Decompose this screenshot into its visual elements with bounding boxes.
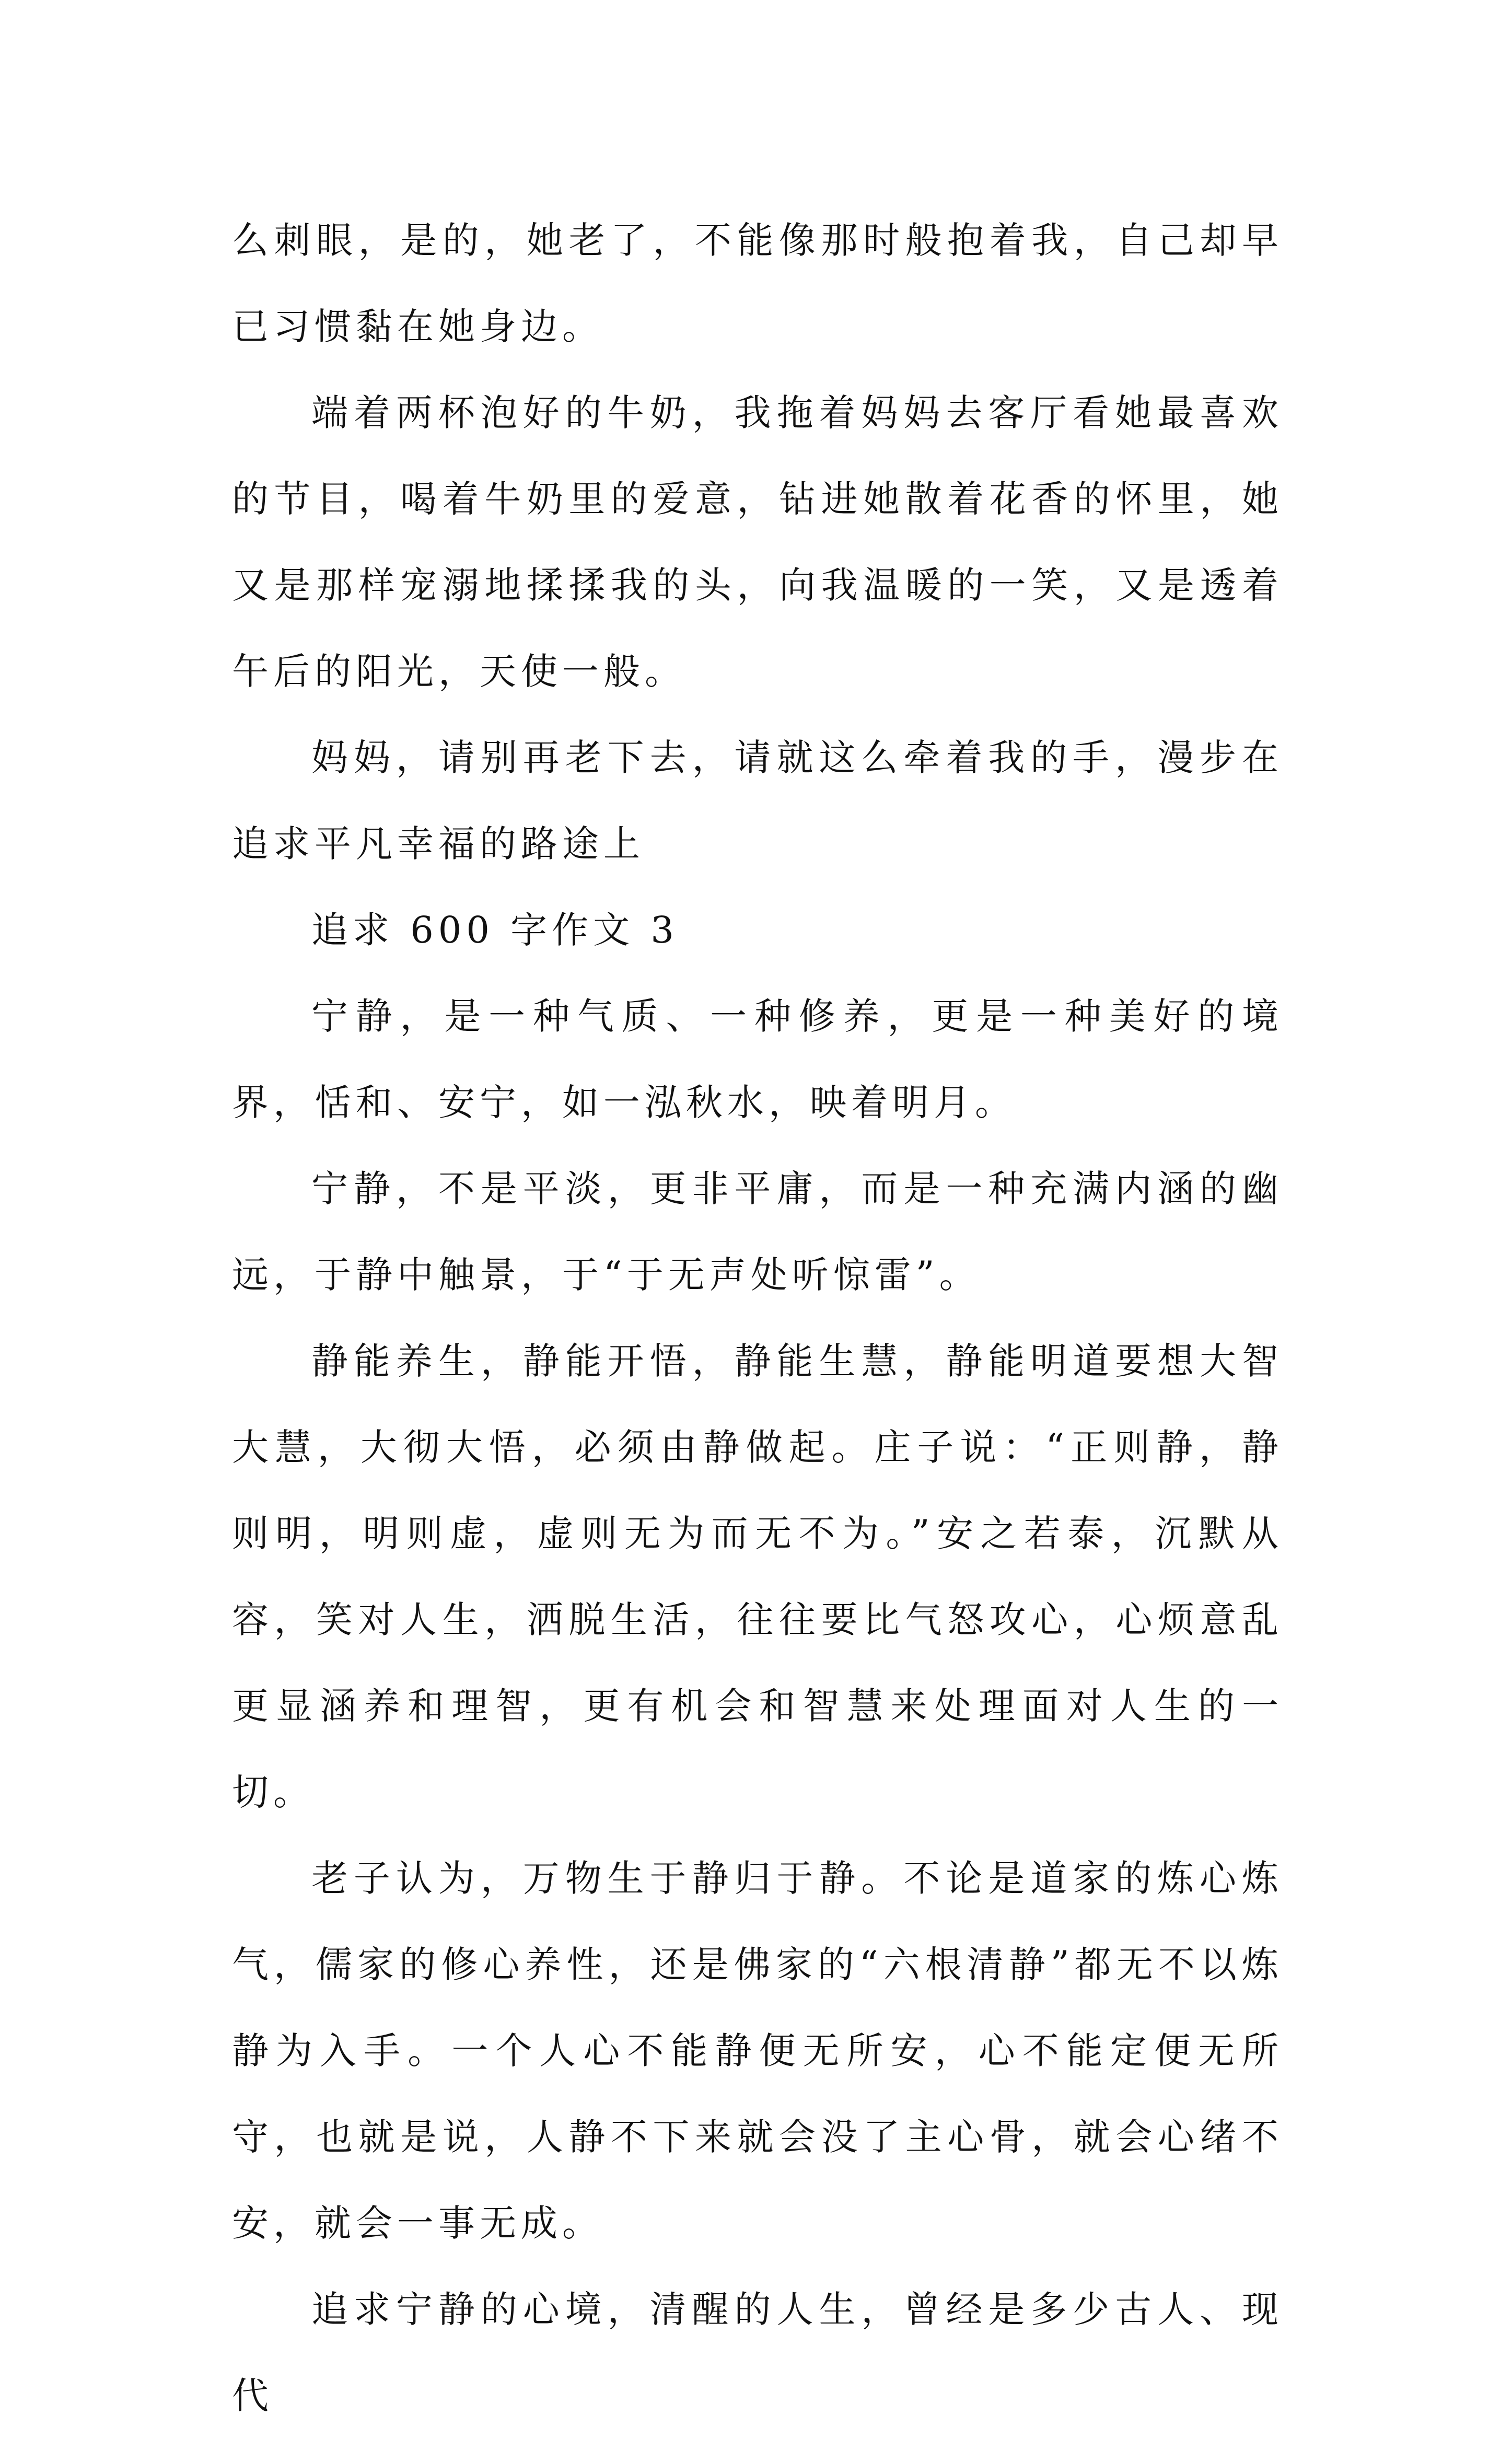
paragraph-1: 么刺眼，是的，她老了，不能像那时般抱着我，自己却早已习惯黏在她身边。 (232, 219, 1283, 348)
paragraph-2: 端着两杯泡好的牛奶，我拖着妈妈去客厅看她最喜欢的节目，喝着牛奶里的爱意，钻进她散着花香的怀里，她又是那样宠溺地揉揉我的头，向我温暖的一笑，又是透着午后的阳光，天使一般。 (232, 391, 1283, 693)
paragraph-7: 老子认为，万物生于静归于静。不论是道家的炼心炼气，儒家的修心养性，还是佛家的“六根清静”都无不以炼静为入手。一个人心不能静便无所安，心不能定便无所守，也就是说，人静不下来就会没了主心骨，就会心绪不安，就会一事无成。 (232, 1857, 1283, 2245)
document-body (232, 198, 1283, 2439)
paragraph-3: 妈妈，请别再老下去，请就这么牵着我的手，漫步在追求平凡幸福的路途上 (232, 736, 1283, 865)
paragraph-6: 静能养生，静能开悟，静能生慧，静能明道要想大智大慧，大彻大悟，必须由静做起。庄子说：“正则静，静则明，明则虚，虚则无为而无不为。”安之若泰，沉默从容，笑对人生，洒脱生活，往往要比气怒攻心，心烦意乱更显涵养和理智，更有机会和智慧来处理面对人生的一切。 (232, 1340, 1283, 1814)
paragraph-5: 宁静，不是平淡，更非平庸，而是一种充满内涵的幽远，于静中触景，于“于无声处听惊雷”。 (232, 1167, 1283, 1296)
paragraph-8: 追求宁静的心境，清醒的人生，曾经是多少古人、现代 (232, 2288, 1283, 2417)
paragraph-4: 宁静，是一种气质、一种修养，更是一种美好的境界，恬和、安宁，如一泓秋水，映着明月。 (232, 995, 1283, 1124)
section-title: 追求 600 字作文 3 (311, 909, 679, 951)
